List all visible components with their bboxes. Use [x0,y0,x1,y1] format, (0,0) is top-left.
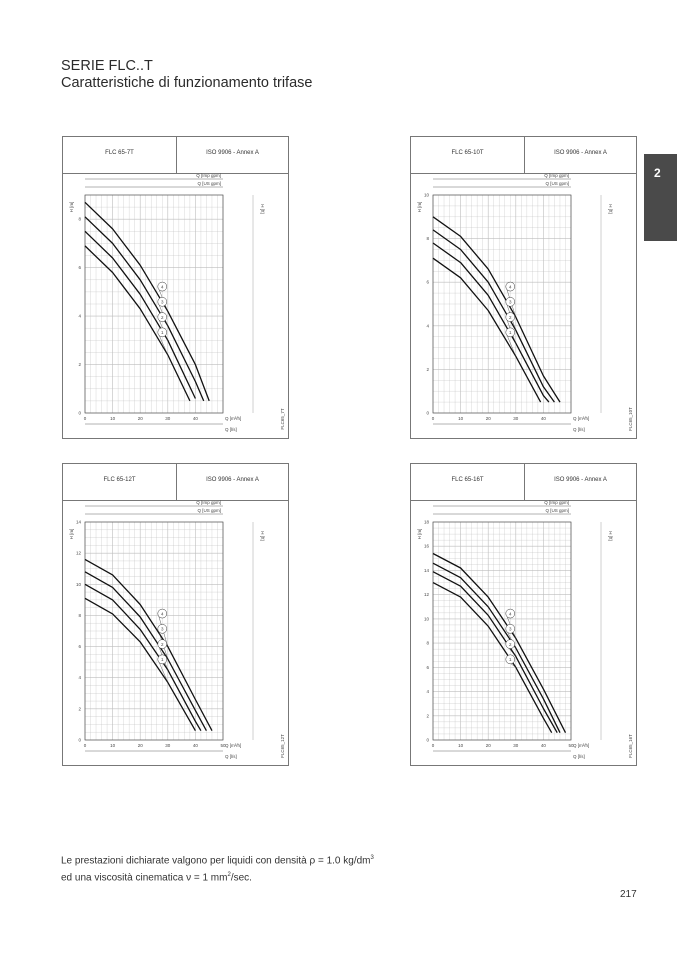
curve-3 [85,217,204,401]
left-axis-label: H [m] [69,201,74,213]
x-tick-label: 20 [485,416,491,421]
curve-label: 2 [161,641,164,647]
y-tick-label: 18 [423,519,429,525]
y-tick-label: 8 [426,640,429,646]
footnote-sup-1: 3 [370,855,374,861]
left-axis-label: H [m] [417,201,422,213]
x-tick-label: 50 [220,743,226,748]
top-axis2-label: Q [US gpm] [197,181,221,186]
curve-label: 2 [509,314,512,320]
x-tick-label: 20 [137,743,143,748]
y-tick-label: 2 [426,366,429,372]
chart-flc-65-10t [410,136,637,439]
chart-standard: ISO 9906 - Annex A [554,477,607,483]
y-tick-label: 2 [78,362,81,368]
x-tick-label: 40 [540,743,546,748]
chart-code: FLC65_10T [628,407,633,431]
curve-label: 4 [509,611,512,617]
y-tick-label: 4 [78,313,81,319]
page-number: 217 [620,889,637,900]
curve-label: 2 [509,641,512,647]
y-tick-label: 2 [78,706,81,712]
x-axis2-label: Q [l/s] [573,754,585,759]
footnote [61,851,374,886]
x-tick-label: 40 [192,416,198,421]
top-axis-label: Q [Imp gpm] [544,500,569,505]
x-axis-label: Q [m³/h] [225,743,242,748]
chart-standard: ISO 9906 - Annex A [206,150,259,156]
curve-label: 3 [509,626,512,632]
curve-2 [433,243,549,402]
top-axis2-label: Q [US gpm] [197,508,221,513]
x-axis-label: Q [m³/h] [225,416,242,421]
chart-standard: ISO 9906 - Annex A [206,477,259,483]
y-tick-label: 6 [78,265,81,271]
curve-label: 3 [509,299,512,305]
left-axis-label: H [m] [417,528,422,540]
footnote-line-2-end: /sec. [230,872,252,884]
top-axis-label: Q [Imp gpm] [196,173,221,178]
x-tick-label: 0 [83,743,87,748]
x-axis-label: Q [m³/h] [573,743,590,748]
x-tick-label: 30 [165,743,171,748]
y-tick-label: 0 [78,737,81,743]
chart-model: FLC 65-10T [451,150,484,156]
chart-plot [411,500,636,765]
chart-code: FLC65_12T [280,734,285,758]
chart-header [411,464,636,501]
curve-label: 1 [161,657,164,663]
curve-label: 2 [161,314,164,320]
curve-label: 1 [509,657,512,663]
chart-model: FLC 65-7T [105,150,134,156]
footnote-line-2: ed una viscosità cinematica ν = 1 mm [61,872,228,884]
x-tick-label: 10 [458,416,464,421]
x-tick-label: 0 [83,416,87,421]
chart-plot [411,173,636,438]
chart-code: FLC65_7T [280,408,285,430]
right-axis-label: H [ft] [260,204,265,214]
x-tick-label: 30 [513,743,519,748]
y-tick-label: 4 [78,675,81,681]
y-tick-label: 8 [426,236,429,242]
y-tick-label: 6 [426,279,429,285]
y-tick-label: 6 [78,644,81,650]
footnote-line-1: Le prestazioni dichiarate valgono per liquidi con densità ρ = 1.0 kg/dm [61,855,371,867]
chart-plot [63,173,288,438]
right-axis-label: H [ft] [608,531,613,541]
y-tick-label: 12 [75,550,81,556]
top-axis2-label: Q [US gpm] [545,181,569,186]
x-tick-label: 40 [192,743,198,748]
x-tick-label: 0 [431,416,435,421]
y-tick-label: 0 [426,410,429,416]
x-tick-label: 30 [165,416,171,421]
chart-model: FLC 65-12T [103,477,136,483]
y-tick-label: 0 [426,737,429,743]
y-tick-label: 8 [78,216,81,222]
curve-label: 3 [161,626,164,632]
curve-label: 4 [161,284,164,290]
chart-flc-65-7t [62,136,289,439]
y-tick-label: 4 [426,689,429,695]
y-tick-label: 2 [426,713,429,719]
x-tick-label: 0 [431,743,435,748]
footnote-sup-2: 2 [227,872,231,879]
y-tick-label: 10 [423,192,429,198]
y-tick-label: 16 [423,543,429,549]
section-tab-label: 2 [654,166,661,180]
chart-standard: ISO 9906 - Annex A [554,150,607,156]
section-tab [644,154,677,241]
y-tick-label: 8 [78,612,81,618]
y-tick-label: 10 [75,581,81,587]
x-tick-label: 20 [137,416,143,421]
x-axis2-label: Q [l/s] [225,754,237,759]
x-tick-label: 10 [458,743,464,748]
y-tick-label: 6 [426,664,429,670]
x-tick-label: 10 [110,743,116,748]
chart-model: FLC 65-16T [451,477,484,483]
page-title: SERIE FLC..T [61,58,153,74]
y-tick-label: 12 [423,592,429,598]
right-axis-label: H [ft] [608,204,613,214]
top-axis-label: Q [Imp gpm] [544,173,569,178]
curve-label: 1 [161,330,164,336]
x-tick-label: 10 [110,416,116,421]
y-tick-label: 4 [426,323,429,329]
curve-label: 1 [509,330,512,336]
chart-plot [63,500,288,765]
x-tick-label: 30 [513,416,519,421]
x-tick-label: 20 [485,743,491,748]
curve-label: 3 [161,299,164,305]
y-tick-label: 0 [78,410,81,416]
curve-label: 4 [509,284,512,290]
top-axis2-label: Q [US gpm] [545,508,569,513]
curve-label: 4 [161,611,164,617]
x-tick-label: 40 [540,416,546,421]
y-tick-label: 14 [75,519,81,525]
top-axis-label: Q [Imp gpm] [196,500,221,505]
x-axis2-label: Q [l/s] [573,427,585,432]
y-tick-label: 14 [423,567,429,573]
chart-flc-65-16t [410,463,637,766]
chart-code: FLC65_16T [628,734,633,758]
chart-header [63,464,288,501]
curve-1 [433,583,552,733]
page-subtitle: Caratteristiche di funzionamento trifase [61,75,313,91]
x-axis-label: Q [m³/h] [573,416,590,421]
chart-flc-65-12t [62,463,289,766]
left-axis-label: H [m] [69,528,74,540]
chart-header [63,137,288,174]
x-tick-label: 50 [568,743,574,748]
y-tick-label: 10 [423,616,429,622]
chart-header [411,137,636,174]
right-axis-label: H [ft] [260,531,265,541]
x-axis2-label: Q [l/s] [225,427,237,432]
